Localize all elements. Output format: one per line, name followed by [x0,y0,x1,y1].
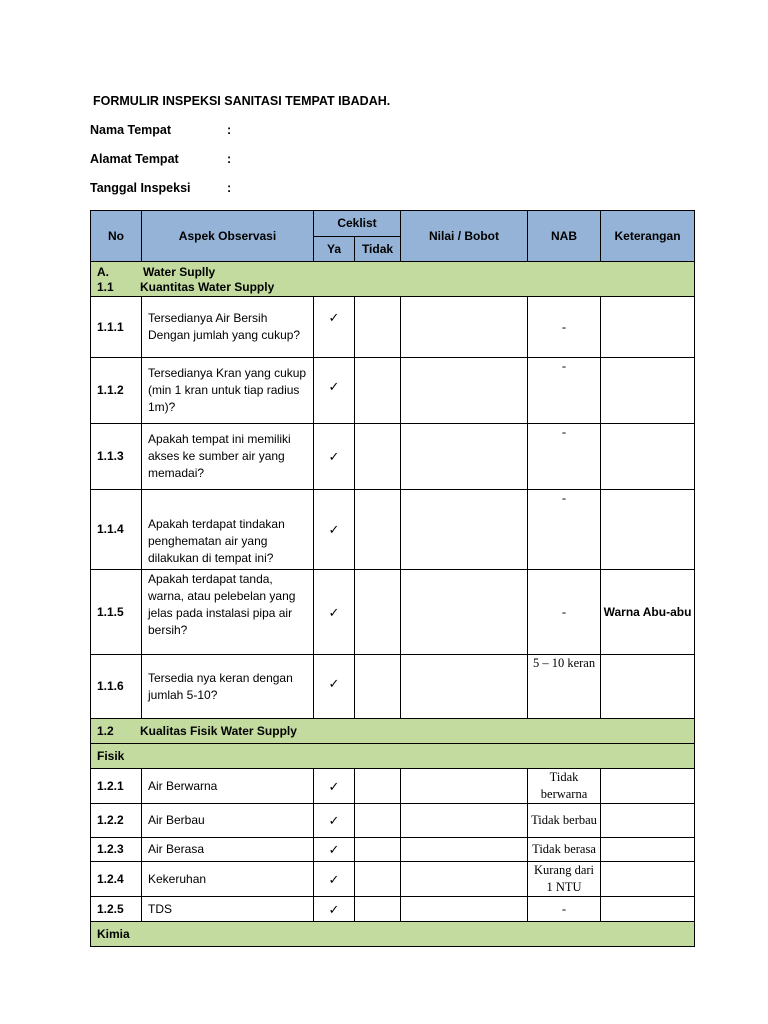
check-ya[interactable]: ✓ [314,424,355,490]
section-a-no: A. [97,264,109,279]
row-keterangan[interactable] [601,897,695,922]
section-row-1-2 [91,719,695,744]
row-no: 1.1.5 [91,570,142,655]
row-keterangan[interactable] [601,358,695,424]
table-row [91,297,695,358]
row-aspek: Tersedianya Air Bersih Dengan jumlah yang cukup? [142,297,314,358]
row-no: 1.1.6 [91,655,142,719]
table-row [91,769,695,804]
row-keterangan[interactable] [601,862,695,897]
section-fisik-label: Fisik [91,744,695,769]
row-keterangan[interactable] [601,297,695,358]
row-nilai[interactable] [401,297,528,358]
check-ya[interactable]: ✓ [314,490,355,570]
meta-nama-tempat [90,123,231,137]
row-nab: Tidak berwarna [528,769,601,804]
header-keterangan: Keterangan [601,211,695,262]
check-tidak[interactable] [355,655,401,719]
meta-colon: : [227,181,232,195]
row-nilai[interactable] [401,897,528,922]
row-nilai[interactable] [401,804,528,838]
row-nab: - [528,297,601,358]
form-title: FORMULIR INSPEKSI SANITASI TEMPAT IBADAH. [93,94,391,108]
row-nilai[interactable] [401,655,528,719]
table-row [91,838,695,862]
check-tidak[interactable] [355,804,401,838]
table-row [91,424,695,490]
row-aspek: Apakah terdapat tindakan penghematan air yang dilakukan di tempat ini? [142,490,314,570]
row-no: 1.2.1 [91,769,142,804]
row-keterangan[interactable] [601,804,695,838]
row-nab: - [528,424,601,490]
section-1-2-label: Kualitas Fisik Water Supply [140,723,297,738]
row-nab: - [528,897,601,922]
row-aspek: Tersedianya Kran yang cukup (min 1 kran untuk tiap radius 1m)? [142,358,314,424]
row-no: 1.1.2 [91,358,142,424]
row-nab: - [528,358,601,424]
check-tidak[interactable] [355,838,401,862]
check-tidak[interactable] [355,897,401,922]
header-nab: NAB [528,211,601,262]
check-ya[interactable]: ✓ [314,297,355,358]
meta-label: Alamat Tempat [90,152,179,166]
row-nilai[interactable] [401,424,528,490]
row-aspek: Kekeruhan [142,862,314,897]
row-no: 1.2.5 [91,897,142,922]
check-tidak[interactable] [355,570,401,655]
header-ceklist: Ceklist [314,211,401,237]
row-nilai[interactable] [401,570,528,655]
check-tidak[interactable] [355,424,401,490]
row-no: 1.2.4 [91,862,142,897]
check-ya[interactable]: ✓ [314,655,355,719]
row-aspek: Apakah terdapat tanda, warna, atau pelebelan yang jelas pada instalasi pipa air bersih? [142,570,314,655]
meta-label: Tanggal Inspeksi [90,181,191,195]
row-nilai[interactable] [401,838,528,862]
row-aspek: Air Berasa [142,838,314,862]
meta-label: Nama Tempat [90,123,172,137]
check-tidak[interactable] [355,769,401,804]
row-no: 1.1.1 [91,297,142,358]
header-aspek: Aspek Observasi [142,211,314,262]
row-aspek: Apakah tempat ini memiliki akses ke sumber air yang memadai? [142,424,314,490]
row-keterangan[interactable] [601,424,695,490]
row-nilai[interactable] [401,490,528,570]
check-ya[interactable]: ✓ [314,897,355,922]
row-nab: - [528,490,601,570]
table-row [91,897,695,922]
row-aspek: Air Berbau [142,804,314,838]
header-tidak: Tidak [355,237,401,262]
row-keterangan[interactable] [601,490,695,570]
section-1-1-label: Kuantitas Water Supply [140,279,275,294]
header-nilai: Nilai / Bobot [401,211,528,262]
row-keterangan[interactable] [601,838,695,862]
section-row-fisik [91,744,695,769]
section-kimia-label: Kimia [91,922,695,947]
row-nilai[interactable] [401,358,528,424]
section-row-a [91,262,695,297]
check-ya[interactable]: ✓ [314,358,355,424]
header-ya: Ya [314,237,355,262]
meta-tanggal-inspeksi [90,181,231,195]
row-keterangan[interactable] [601,655,695,719]
header-no: No [91,211,142,262]
row-nab: Kurang dari 1 NTU [528,862,601,897]
meta-colon: : [227,152,232,166]
section-row-kimia [91,922,695,947]
table-row [91,358,695,424]
row-no: 1.2.3 [91,838,142,862]
row-aspek: Tersedia nya keran dengan jumlah 5-10? [142,655,314,719]
row-nilai[interactable] [401,862,528,897]
row-aspek: Air Berwarna [142,769,314,804]
row-nab: Tidak berasa [528,838,601,862]
row-no: 1.1.3 [91,424,142,490]
check-tidak[interactable] [355,862,401,897]
section-a-label: Water Suplly [143,264,216,279]
check-ya[interactable]: ✓ [314,838,355,862]
section-1-1-no: 1.1 [97,279,114,294]
row-keterangan[interactable] [601,769,695,804]
row-aspek: TDS [142,897,314,922]
table-row [91,655,695,719]
inspection-table [90,210,695,947]
table-row [91,490,695,570]
row-nab: - [528,570,601,655]
row-no: 1.2.2 [91,804,142,838]
meta-alamat-tempat [90,152,231,166]
row-no: 1.1.4 [91,490,142,570]
row-nab: Tidak berbau [528,804,601,838]
section-1-2-no: 1.2 [97,723,114,738]
check-tidak[interactable] [355,358,401,424]
check-tidak[interactable] [355,490,401,570]
check-tidak[interactable] [355,297,401,358]
row-nab: 5 – 10 keran [528,655,601,719]
row-nilai[interactable] [401,769,528,804]
table-row [91,804,695,838]
check-ya[interactable]: ✓ [314,862,355,897]
table-row [91,570,695,655]
table-row [91,862,695,897]
row-keterangan[interactable]: Warna Abu-abu [601,570,695,655]
meta-colon: : [227,123,232,137]
check-ya[interactable]: ✓ [314,804,355,838]
check-ya[interactable]: ✓ [314,769,355,804]
check-ya[interactable]: ✓ [314,570,355,655]
